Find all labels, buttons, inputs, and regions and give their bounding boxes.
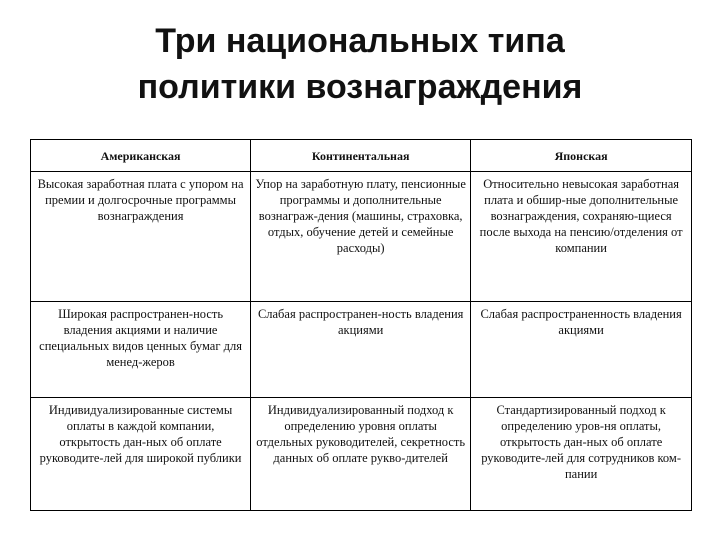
table-cell: Слабая распространенность владения акциями (471, 301, 692, 397)
table-cell: Стандартизированный подход к определению уров-ня оплаты, открытость дан-ных об оплате руководите-лей для сотрудников ком-пании (471, 398, 692, 511)
column-header-continental: Континентальная (251, 140, 471, 172)
column-header-japanese: Японская (471, 140, 692, 172)
slide-title (0, 18, 720, 110)
table-cell: Индивидуализированный подход к определению уровня оплаты отдельных руководителей, секретность данных об оплате рукво-дителей (251, 398, 471, 511)
column-header-american: Американская (31, 140, 251, 172)
table-cell: Широкая распространен-ность владения акциями и наличие специальных видов ценных бумаг для менед-жеров (31, 301, 251, 397)
table-row (31, 301, 692, 397)
table-cell: Высокая заработная плата с упором на премии и долгосрочные программы вознаграждения (31, 172, 251, 302)
slide-title-line-1: Три национальных типа (155, 22, 565, 60)
table-header-row (31, 140, 692, 172)
table-cell: Упор на заработную плату, пенсионные программы и дополнительные вознаграж-дения (машины, страховка, отдых, обучение детей и семейные расходы) (251, 172, 471, 302)
table-cell: Слабая распространен-ность владения акциями (251, 301, 471, 397)
table-row (31, 398, 692, 511)
table-row (31, 172, 692, 302)
table-cell: Относительно невысокая заработная плата и обшир-ные дополнительные вознаграждения, сохраняю-щиеся после выхода на пенсию/отделения от компании (471, 172, 692, 302)
compensation-policy-table (30, 139, 692, 511)
slide-title-line-2: политики вознаграждения (137, 68, 583, 106)
table-cell: Индивидуализированные системы оплаты в каждой компании, открытость дан-ных об оплате руководите-лей для широкой публики (31, 398, 251, 511)
